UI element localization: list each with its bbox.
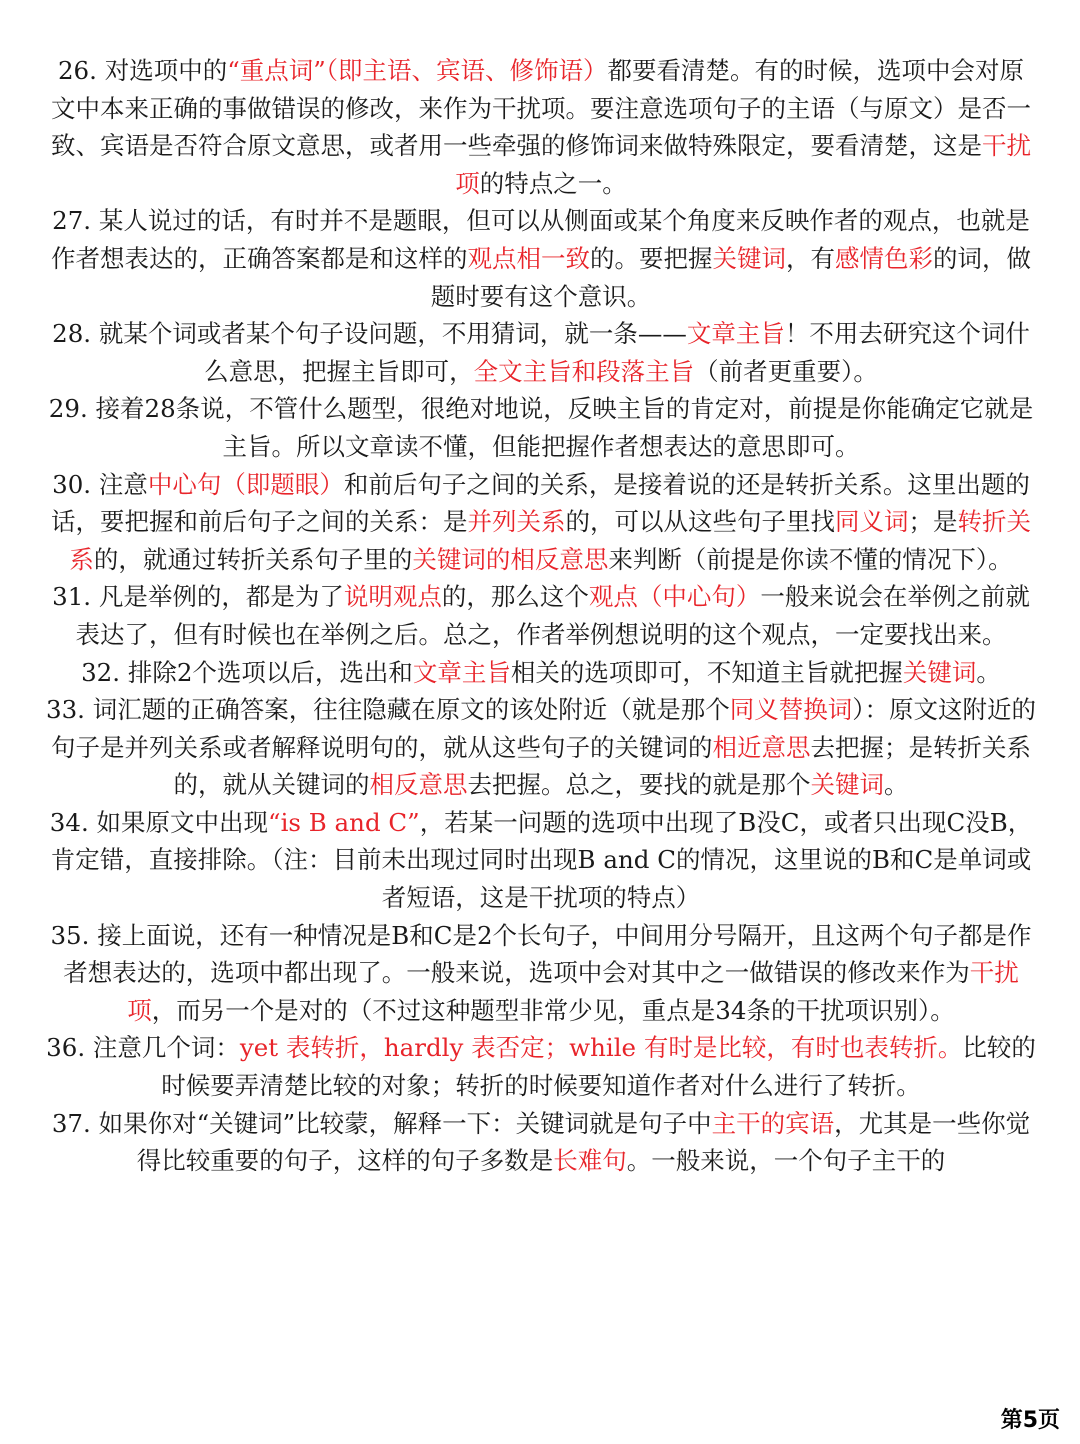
highlighted-text: 相反意思 xyxy=(369,770,468,800)
body-text: 34. 如果原文中出现 xyxy=(49,807,269,837)
body-text: 27. 某人说过的话，有时并不是题眼，但可以从侧面或某个角度来反映作者的观点，也就是作者想表达的，正确答案都是和这样的 xyxy=(51,206,1030,273)
tip-item xyxy=(46,691,1036,804)
highlighted-text: 主干的宾语 xyxy=(711,1108,835,1138)
tip-item xyxy=(46,917,1036,1030)
body-text: 26. 对选项中的 xyxy=(57,56,228,85)
highlighted-text: 相近意思 xyxy=(712,732,811,762)
body-text: 37. 如果你对“关键词”比较蒙，解释一下：关键词就是句子中 xyxy=(51,1108,712,1138)
highlighted-text: 观点相一致 xyxy=(467,243,590,273)
tip-item xyxy=(46,654,1036,692)
highlighted-text: 文章主旨 xyxy=(686,319,785,349)
highlighted-text: yet 表转折，hardly 表否定；while 有时是比较，有时也表转折。 xyxy=(239,1033,963,1063)
highlighted-text: 转折关系 xyxy=(69,507,1031,574)
body-text: 31. 凡是举例的，都是为了 xyxy=(52,582,344,612)
highlighted-text: 关键词 xyxy=(810,770,884,800)
body-text: 和前后句子之间的关系，是接着说的还是转折关系。这里出题的话，要把握和前后句子之间的关系：是 xyxy=(51,469,1030,537)
body-text: 去把握。总之，要找的就是那个 xyxy=(467,770,811,800)
body-text: 。 xyxy=(976,657,1001,687)
tip-item xyxy=(46,202,1036,315)
highlighted-text: 长难句 xyxy=(553,1146,627,1176)
body-text: ；是 xyxy=(908,507,958,537)
tip-item xyxy=(46,390,1036,465)
body-text: 。一般来说，一个句子主干的 xyxy=(626,1146,946,1176)
body-text: 一般来说会在举例之前就表达了，但有时候也在举例之后。总之，作者举例想说明的这个观点，一定要找出来。 xyxy=(75,582,1030,649)
body-text: 36. 注意几个词： xyxy=(46,1033,240,1063)
tip-item xyxy=(46,578,1036,653)
body-text: 去把握；是转折关系的，就从关键词的 xyxy=(173,732,1031,800)
highlighted-text: 关键词 xyxy=(902,657,977,687)
highlighted-text: 全文主旨和段落主旨 xyxy=(473,356,695,386)
body-text: 的，那么这个 xyxy=(441,582,589,612)
highlighted-text: 同义替换词 xyxy=(729,695,853,725)
body-text: 的，就通过转折关系句子里的 xyxy=(93,544,413,574)
body-text: ，而另一个是对的（不过这种题型非常少见，重点是34条的干扰项识别）。 xyxy=(151,995,955,1025)
highlighted-text: 干扰项 xyxy=(127,958,1019,1025)
body-text: 的特点之一。 xyxy=(479,168,627,198)
highlighted-text: 感情色彩 xyxy=(835,243,933,273)
highlighted-text: 关键词的相反意思 xyxy=(412,544,609,574)
body-text: 29. 接着28条说，不管什么题型，很绝对地说，反映主旨的肯定对，前提是你能确定它就是主旨。所以文章读不懂，但能把握作者想表达的意思即可。 xyxy=(48,394,1034,461)
body-text: 30. 注意 xyxy=(52,469,148,499)
body-text: ，尤其是一些你觉得比较重要的句子，这样的句子多数是 xyxy=(136,1108,1031,1176)
highlighted-text: 中心句（即题眼） xyxy=(147,469,344,499)
body-text: 的，可以从这些句子里找 xyxy=(565,507,835,537)
body-text: ，有 xyxy=(786,243,835,273)
body-text: 。 xyxy=(884,770,909,800)
body-text: 28. 就某个词或者某个句子设问题，不用猜词，就一条—— xyxy=(52,319,687,349)
body-text: ，若某一问题的选项中出现了B没C，或者只出现C没B，肯定错，直接排除。（注：目前未出现过同时出现B and C的情况，这里说的B和C是单词或者短语，这是干扰项的特点） xyxy=(50,807,1033,913)
highlighted-text: 说明观点 xyxy=(343,582,442,612)
highlighted-text: “is B and C” xyxy=(268,807,420,837)
body-text: 33. 词汇题的正确答案，往往隐藏在原文的该处附近（就是那个 xyxy=(46,695,730,725)
tip-item xyxy=(46,315,1036,390)
body-text: （前者更重要）。 xyxy=(694,356,878,386)
body-text: 32. 排除2个选项以后，选出和 xyxy=(81,657,413,687)
body-text: 相关的选项即可，不知道主旨就把握 xyxy=(510,657,903,687)
highlighted-text: 并列关系 xyxy=(467,507,566,537)
tip-item xyxy=(46,52,1036,202)
body-text: 的。要把握 xyxy=(590,243,713,273)
highlighted-text: “重点词”（即主语、宾语、修饰语） xyxy=(227,56,608,85)
body-text: 的词，做题时要有这个意识。 xyxy=(430,243,1031,311)
body-text: 比较的时候要弄清楚比较的对象；转折的时候要知道作者对什么进行了转折。 xyxy=(161,1033,1036,1101)
body-text: 35. 接上面说，还有一种情况是B和C是2个长句子，中间用分号隔开，且这两个句子都是作者想表达的，选项中都出现了。一般来说，选项中会对其中之一做错误的修改来作为 xyxy=(50,920,1032,988)
tip-item xyxy=(46,1105,1036,1180)
tips-list xyxy=(46,52,1036,1180)
tip-item xyxy=(46,804,1036,917)
body-text: 来判断（前提是你读不懂的情况下）。 xyxy=(608,544,1013,574)
highlighted-text: 同义词 xyxy=(835,507,909,537)
highlighted-text: 观点（中心句） xyxy=(588,582,761,612)
body-text: ！不用去研究这个词什么意思，把握主旨即可， xyxy=(204,319,1030,386)
tip-item xyxy=(46,1029,1036,1104)
tip-item xyxy=(46,466,1036,579)
highlighted-text: 文章主旨 xyxy=(412,657,511,687)
highlighted-text: 关键词 xyxy=(712,243,786,273)
page-number: 第5页 xyxy=(1000,1408,1060,1433)
body-text: 都要看清楚。有的时候，选项中会对原文中本来正确的事做错误的修改，来作为干扰项。要注意选项句子的主语（与原文）是否一致、宾语是否符合原文意思，或者用一些牵强的修饰词来做特殊限定，要看清楚，这是 xyxy=(51,56,1031,161)
highlighted-text: 干扰项 xyxy=(455,131,1031,198)
body-text: ）：原文这附近的句子是并列关系或者解释说明句的，就从这些句子的关键词的 xyxy=(51,695,1036,762)
